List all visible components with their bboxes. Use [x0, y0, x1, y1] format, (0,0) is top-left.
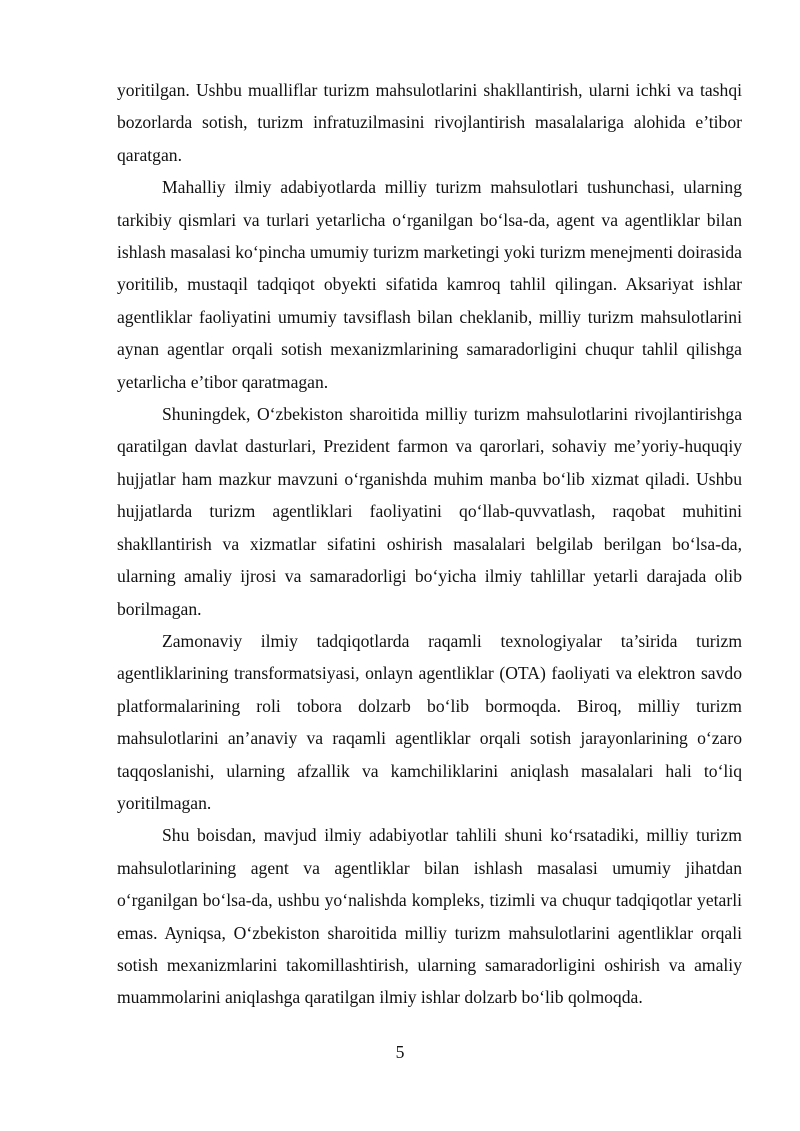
document-body — [117, 74, 742, 1014]
page-number: 5 — [395, 1042, 405, 1062]
paragraph-state-programs: Shuningdek, O‘zbekiston sharoitida milliy turizm mahsulotlarini rivojlantirishga qaratilgan davlat dasturlari, Prezident farmon va qarorlari, sohaviy me’yoriy-huquqiy hujjatlar ham mazkur mavzuni o‘rganishda muhim manba bo‘lib xizmat qiladi. Ushbu hujjatlarda turizm agentliklari faoliyatini qo‘llab-quvvatlash, raqobat muhitini shakllantirish va xizmatlar sifatini oshirish masalalari belgilab berilgan bo‘lsa-da, ularning amaliy ijrosi va samaradorligi bo‘yicha ilmiy tahlillar yetarli darajada olib borilmagan. — [117, 404, 742, 619]
paragraph-digital-research: Zamonaviy ilmiy tadqiqotlarda raqamli texnologiyalar ta’sirida turizm agentliklarining transformatsiyasi, onlayn agentliklar (OTA) faoliyati va elektron savdo platformalarining roli tobora dolzarb bo‘lib bormoqda. Biroq, milliy turizm mahsulotlarini an’anaviy va raqamli agentliklar orqali sotish jarayonlarining o‘zaro taqqoslanishi, ularning afzallik va kamchiliklarini aniqlash masalalari hali to‘liq yoritilmagan. — [117, 630, 742, 813]
paragraph-continuation: yoritilgan. Ushbu mualliflar turizm mahsulotlarini shakllantirish, ularni ichki va tashqi bozorlarda sotish, turizm infratuzilmasini rivojlantirish masalalariga alohida e’tibor qaratgan. — [117, 80, 742, 165]
paragraph-local-literature: Mahalliy ilmiy adabiyotlarda milliy turizm mahsulotlari tushunchasi, ularning tarkibiy qismlari va turlari yetarlicha o‘rganilgan bo‘lsa-da, agent va agentliklar bilan ishlash masalasi ko‘pincha umumiy turizm marketingi yoki turizm menejmenti doirasida yoritilib, mustaqil tadqiqot obyekti sifatida kamroq tahlil qilingan. Aksariyat ishlar agentliklar faoliyatini umumiy tavsiflash bilan cheklanib, milliy turizm mahsulotlarini aynan agentlar orqali sotish mexanizmlarining samaradorligini chuqur tahlil qilishga yetarlicha e’tibor qaratmagan. — [117, 177, 742, 392]
paragraph-conclusion: Shu boisdan, mavjud ilmiy adabiyotlar tahlili shuni ko‘rsatadiki, milliy turizm mahsulotlarining agent va agentliklar bilan ishlash masalasi umumiy jihatdan o‘rganilgan bo‘lsa-da, ushbu yo‘nalishda kompleks, tizimli va chuqur tadqiqotlar yetarli emas. Ayniqsa, O‘zbekiston sharoitida milliy turizm mahsulotlarini agentliklar orqali sotish mexanizmlarini takomillashtirish, ularning samaradorligini oshirish va amaliy muammolarini aniqlashga qaratilgan ilmiy ishlar dolzarb bo‘lib qolmoqda. — [117, 825, 742, 1008]
